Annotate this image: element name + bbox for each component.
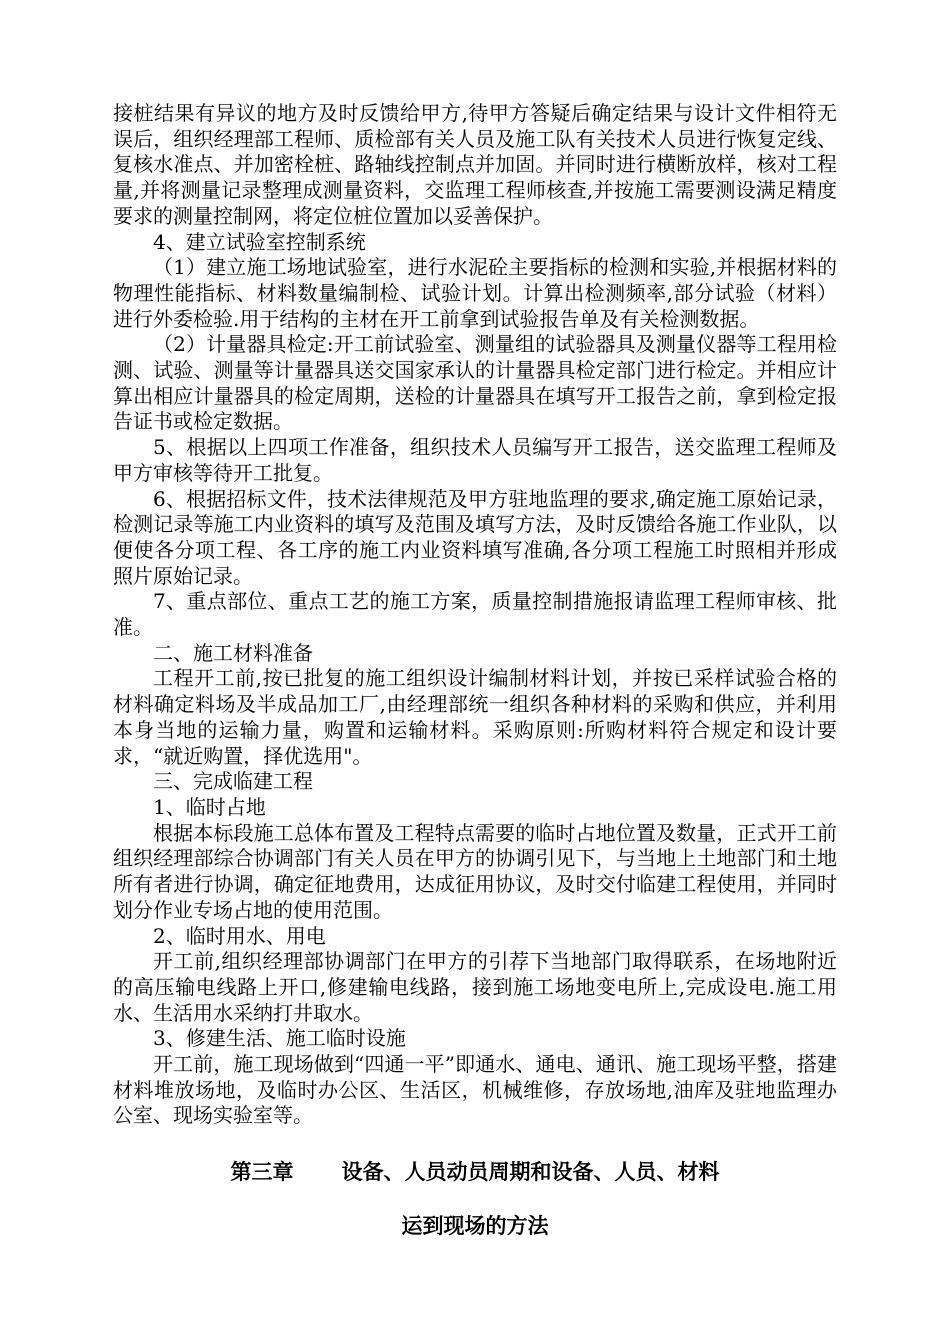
chapter-number: 第三章 bbox=[230, 1160, 294, 1184]
paragraph-lab-setup: （1）建立施工场地试验室，进行水泥砼主要指标的检测和实验,并根据材料的物理性能指标、材料数量编制检、试验计划。计算出检测频率,部分试验（材料）进行外委检验.用于结构的主材在开工前拿到试验报告单及有关检测数据。 bbox=[113, 255, 837, 331]
paragraph-key-plans: 7、重点部位、重点工艺的施工方案，质量控制措施报请监理工程师审核、批准。 bbox=[113, 589, 837, 640]
paragraph-instrument-calibration: （2）计量器具检定:开工前试验室、测量组的试验器具及测量仪器等工程用检测、试验、测量等计量器具送交国家承认的计量器具检定部门进行检定。并相应计算出相应计量器具的检定周期，送检的计量器具在填写开工报告之前，拿到检定报告证书或检定数据。 bbox=[113, 332, 837, 434]
chapter-title-line1: 设备、人员动员周期和设备、人员、材料 bbox=[341, 1160, 720, 1184]
paragraph-facilities: 开工前，施工现场做到“四通一平”即通水、通电、通讯、施工现场平整，搭建材料堆放场地，及临时办公区、生活区，机械维修，存放场地,油库及驻地监理办公室、现场实验室等。 bbox=[113, 1052, 837, 1128]
paragraph-records: 6、根据招标文件，技术法律规范及甲方驻地监理的要求,确定施工原始记录，检测记录等施工内业资料的填写及范围及填写方法，及时反馈给各施工作业队，以便使各分项工程、各工序的施工内业资料填写准确,各分项工程施工时照相并形成照片原始记录。 bbox=[113, 486, 837, 588]
heading-materials: 二、施工材料准备 bbox=[153, 640, 313, 665]
paragraph-1: 接桩结果有异议的地方及时反馈给甲方,待甲方答疑后确定结果与设计文件相符无误后，组织经理部工程师、质检部有关人员及施工队有关技术人员进行恢复定线、复核水准点、并加密栓桩、路轴线控制点并加固。并同时进行横断放样，核对工程量,并将测量记录整理成测量资料，交监理工程师核查,并按施工需要测设满足精度要求的测量控制网，将定位桩位置加以妥善保护。 bbox=[113, 101, 837, 228]
chapter-title-continuation bbox=[113, 1210, 837, 1240]
heading-temporary-works: 三、完成临建工程 bbox=[153, 769, 313, 794]
paragraph-start-report: 5、根据以上四项工作准备，组织技术人员编写开工报告，送交监理工程师及甲方审核等待开工批复。 bbox=[113, 435, 837, 485]
heading-water-power: 2、临时用水、用电 bbox=[153, 923, 326, 948]
heading-temporary-land: 1、临时占地 bbox=[153, 794, 266, 819]
paragraph-materials: 工程开工前,按已批复的施工组织设计编制材料计划，并按已采样试验合格的材料确定料场及半成品加工厂,由经理部统一组织各种材料的采购和供应，并利用本身当地的运输力量，购置和运输材料。采购原则:所购材料符合规定和设计要求，“就近购置，择优选用"。 bbox=[113, 666, 837, 768]
chapter-title-line2: 运到现场的方法 bbox=[401, 1214, 549, 1238]
chapter-title bbox=[113, 1156, 837, 1186]
document-body bbox=[113, 101, 837, 1129]
heading-lab-control: 4、建立试验室控制系统 bbox=[153, 229, 366, 254]
paragraph-water-power: 开工前,组织经理部协调部门在甲方的引荐下当地部门取得联系，在场地附近的高压输电线路上开口,修建输电线路，接到施工场地变电所上,完成设电.施工用水、生活用水采纳打井取水。 bbox=[113, 949, 837, 1025]
paragraph-temporary-land: 根据本标段施工总体布置及工程特点需要的临时占地位置及数量，正式开工前组织经理部综合协调部门有关人员在甲方的协调引见下，与当地上土地部门和土地所有者进行协调，确定征地费用，达成征用协议，及时交付临建工程使用，并同时划分作业专场占地的使用范围。 bbox=[113, 820, 837, 922]
heading-facilities: 3、修建生活、施工临时设施 bbox=[153, 1026, 406, 1051]
